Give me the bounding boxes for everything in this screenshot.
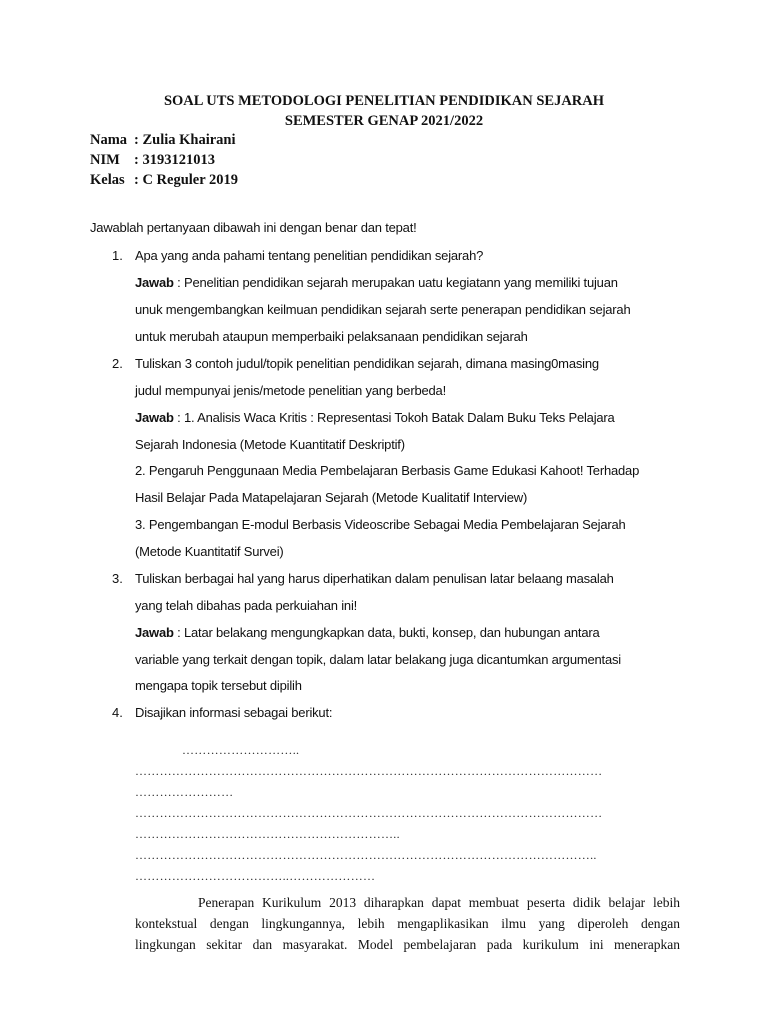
dotted-line: …………………………………………………………………………………………………… xyxy=(135,764,603,778)
answer-line: Jawab : Latar belakang mengungkapkan data, bukti, konsep, dan hubungan antara xyxy=(135,625,600,640)
answer-label: Jawab xyxy=(135,625,174,640)
answer-line: Jawab : Penelitian pendidikan sejarah merupakan uatu kegiatann yang memiliki tujuan xyxy=(135,275,618,290)
answer-line: Hasil Belajar Pada Matapelajaran Sejarah (Metode Kualitatif Interview) xyxy=(135,490,528,505)
student-class-row xyxy=(90,172,238,189)
name-value: : Zulia Khairani xyxy=(134,132,236,148)
answer-line: 2. Pengaruh Penggunaan Media Pembelajaran Berbasis Game Edukasi Kahoot! Terhadap xyxy=(135,463,640,478)
answer-line: (Metode Kuantitatif Survei) xyxy=(135,544,284,559)
question-text: yang telah dibahas pada perkuiahan ini! xyxy=(135,598,358,613)
answer-line: 3. Pengembangan E-modul Berbasis Videoscribe Sebagai Media Pembelajaran Sejarah xyxy=(135,517,626,532)
class-key: Kelas xyxy=(90,172,125,188)
info-paragraph xyxy=(135,892,680,955)
answer-line: Jawab : 1. Analisis Waca Kritis : Representasi Tokoh Batak Dalam Buku Teks Pelajara xyxy=(135,410,615,425)
question-number: 3. xyxy=(112,571,123,586)
dotted-line: ………………………………..………………… xyxy=(135,869,376,883)
answer-line: unuk mengembangkan keilmuan pendidikan sejarah serte penerapan pendidikan sejarah xyxy=(135,302,631,317)
student-name-row xyxy=(90,132,236,149)
answer-line: Sejarah Indonesia (Metode Kuantitatif Deskriptif) xyxy=(135,437,405,452)
answer-label: Jawab xyxy=(135,275,174,290)
nim-key: NIM xyxy=(90,152,120,168)
dotted-line: …………………………………………………………………………………………………… xyxy=(135,806,603,820)
paragraph-line: kontekstual dengan lingkungannya, lebih mengaplikasikan ilmu yang diperoleh dengan xyxy=(135,916,680,931)
answer-line: mengapa topik tersebut dipilih xyxy=(135,678,302,693)
answer-label: Jawab xyxy=(135,410,174,425)
document-title: SOAL UTS METODOLOGI PENELITIAN PENDIDIKAN SEJARAH xyxy=(163,93,605,109)
question-text: Tuliskan 3 contoh judul/topik penelitian pendidikan sejarah, dimana masing0masing xyxy=(135,356,599,371)
answer-line: untuk merubah ataupun memperbaiki pelaksanaan pendidikan sejarah xyxy=(135,329,528,344)
dotted-line: ………………………………………………………………………………………………….. xyxy=(135,848,597,862)
class-value: : C Reguler 2019 xyxy=(134,172,239,188)
dotted-line: …………………… xyxy=(135,785,234,799)
paragraph-line: lingkungan sekitar dan masyarakat. Model pembelajaran pada kurikulum ini menerapkan xyxy=(135,937,680,952)
document-subtitle: SEMESTER GENAP 2021/2022 xyxy=(284,113,484,129)
nim-value: : 3193121013 xyxy=(134,152,215,168)
question-text: Disajikan informasi sebagai berikut: xyxy=(135,705,333,720)
question-text: Tuliskan berbagai hal yang harus diperhatikan dalam penulisan latar belaang masalah xyxy=(135,571,614,586)
question-number: 1. xyxy=(112,248,123,263)
question-number: 4. xyxy=(112,705,123,720)
answer-line: variable yang terkait dengan topik, dalam latar belakang juga dicantumkan argumentasi xyxy=(135,652,621,667)
question-number: 2. xyxy=(112,356,123,371)
question-text: judul mempunyai jenis/metode penelitian yang berbeda! xyxy=(135,383,446,398)
paragraph-line: Penerapan Kurikulum 2013 diharapkan dapat membuat peserta didik belajar lebih xyxy=(198,895,680,910)
question-text: Apa yang anda pahami tentang penelitian pendidikan sejarah? xyxy=(135,248,484,263)
instruction-text: Jawablah pertanyaan dibawah ini dengan benar dan tepat! xyxy=(90,220,417,235)
student-nim-row xyxy=(90,152,215,169)
dotted-line: ……………………………………………………….. xyxy=(135,827,400,841)
dotted-line: ……………………….. xyxy=(182,743,300,757)
name-key: Nama xyxy=(90,132,128,148)
